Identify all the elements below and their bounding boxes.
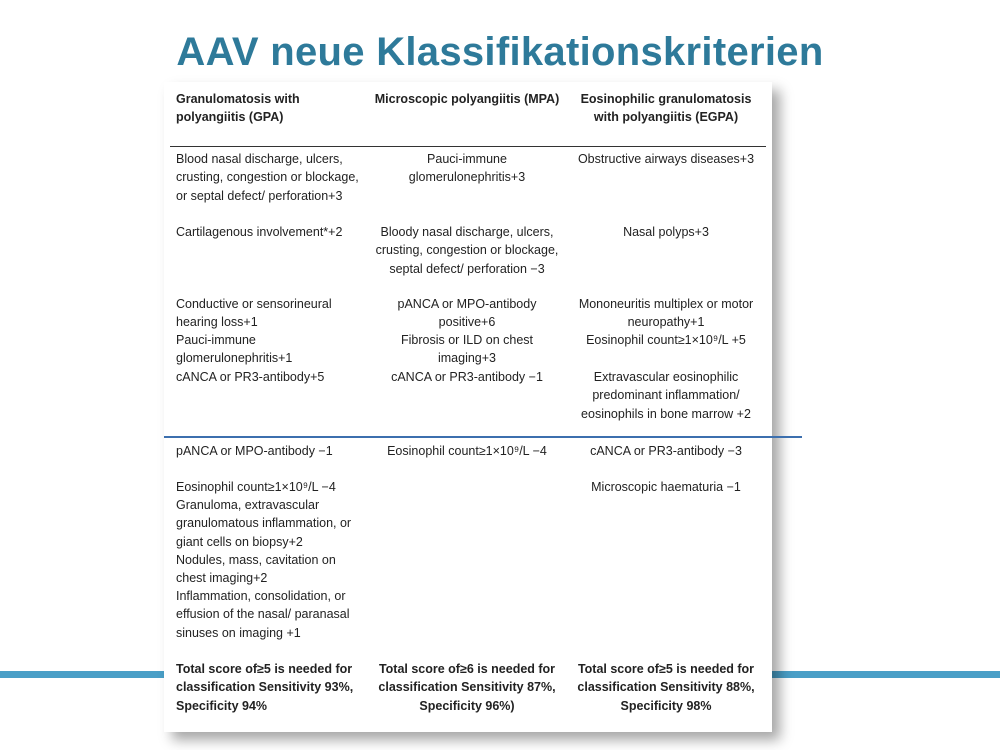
gpa-criterion: Granuloma, extravascular granulomatous inflammation, or giant cells on biopsy+2 — [176, 498, 352, 549]
egpa-total: Total score of≥5 is needed for classification Sensitivity 88%, Specificity 98% — [577, 662, 755, 713]
section-divider-line — [164, 436, 802, 438]
mpa-criterion: Fibrosis or ILD on chest imaging+3 — [401, 333, 533, 366]
mpa-total: Total score of≥6 is needed for classification Sensitivity 87%, Specificity 96%) — [378, 662, 556, 713]
gpa-criterion: Conductive or sensorineural hearing loss+1 — [176, 297, 332, 330]
egpa-criterion: Eosinophil count≥1×10⁹/L +5 — [586, 333, 746, 347]
header-egpa: Eosinophilic granulomatosis with polyangiitis (EGPA) — [580, 92, 752, 125]
egpa-criterion: Obstructive airways diseases+3 — [577, 152, 755, 166]
egpa-criterion: Nasal polyps+3 — [623, 225, 709, 239]
egpa-criterion: Mononeuritis multiplex or motor neuropathy+1 — [578, 297, 754, 330]
mpa-criterion: cANCA or PR3-antibody −1 — [391, 370, 543, 384]
header-divider — [170, 146, 766, 147]
slide-title: AAV neue Klassifikationskriterien — [176, 30, 824, 74]
egpa-criterion: Microscopic haematuria −1 — [591, 480, 741, 494]
gpa-criterion: Cartilagenous involvement*+2 — [176, 225, 343, 239]
gpa-criterion: Eosinophil count≥1×10⁹/L −4 — [176, 480, 336, 494]
gpa-criterion: Blood nasal discharge, ulcers, crusting, congestion or blockage, or septal defect/ perforation+3 — [176, 152, 359, 203]
gpa-criterion: Inflammation, consolidation, or effusion of the nasal/ paranasal sinuses on imaging +1 — [176, 589, 350, 640]
header-mpa: Microscopic polyangiitis (MPA) — [374, 92, 560, 106]
egpa-criterion: cANCA or PR3-antibody −3 — [590, 444, 742, 458]
header-gpa: Granulomatosis with polyangiitis (GPA) — [176, 92, 300, 125]
egpa-criterion: Extravascular eosinophilic predominant inflammation/ eosinophils in bone marrow +2 — [581, 370, 751, 421]
gpa-criterion: cANCA or PR3-antibody+5 — [176, 370, 325, 384]
gpa-criterion: Nodules, mass, cavitation on chest imaging+2 — [176, 553, 336, 586]
mpa-criterion: Pauci-immune glomerulonephritis+3 — [408, 152, 526, 185]
mpa-criterion: Bloody nasal discharge, ulcers, crusting, congestion or blockage, septal defect/ perforation −3 — [375, 225, 559, 276]
mpa-criterion: Eosinophil count≥1×10⁹/L −4 — [387, 444, 547, 458]
gpa-total: Total score of≥5 is needed for classification Sensitivity 93%, Specificity 94% — [176, 662, 354, 713]
mpa-criterion: pANCA or MPO-antibody positive+6 — [397, 297, 537, 330]
gpa-criterion: Pauci-immune glomerulonephritis+1 — [176, 333, 293, 366]
gpa-criterion: pANCA or MPO-antibody −1 — [176, 444, 333, 458]
criteria-table-image — [164, 82, 772, 732]
